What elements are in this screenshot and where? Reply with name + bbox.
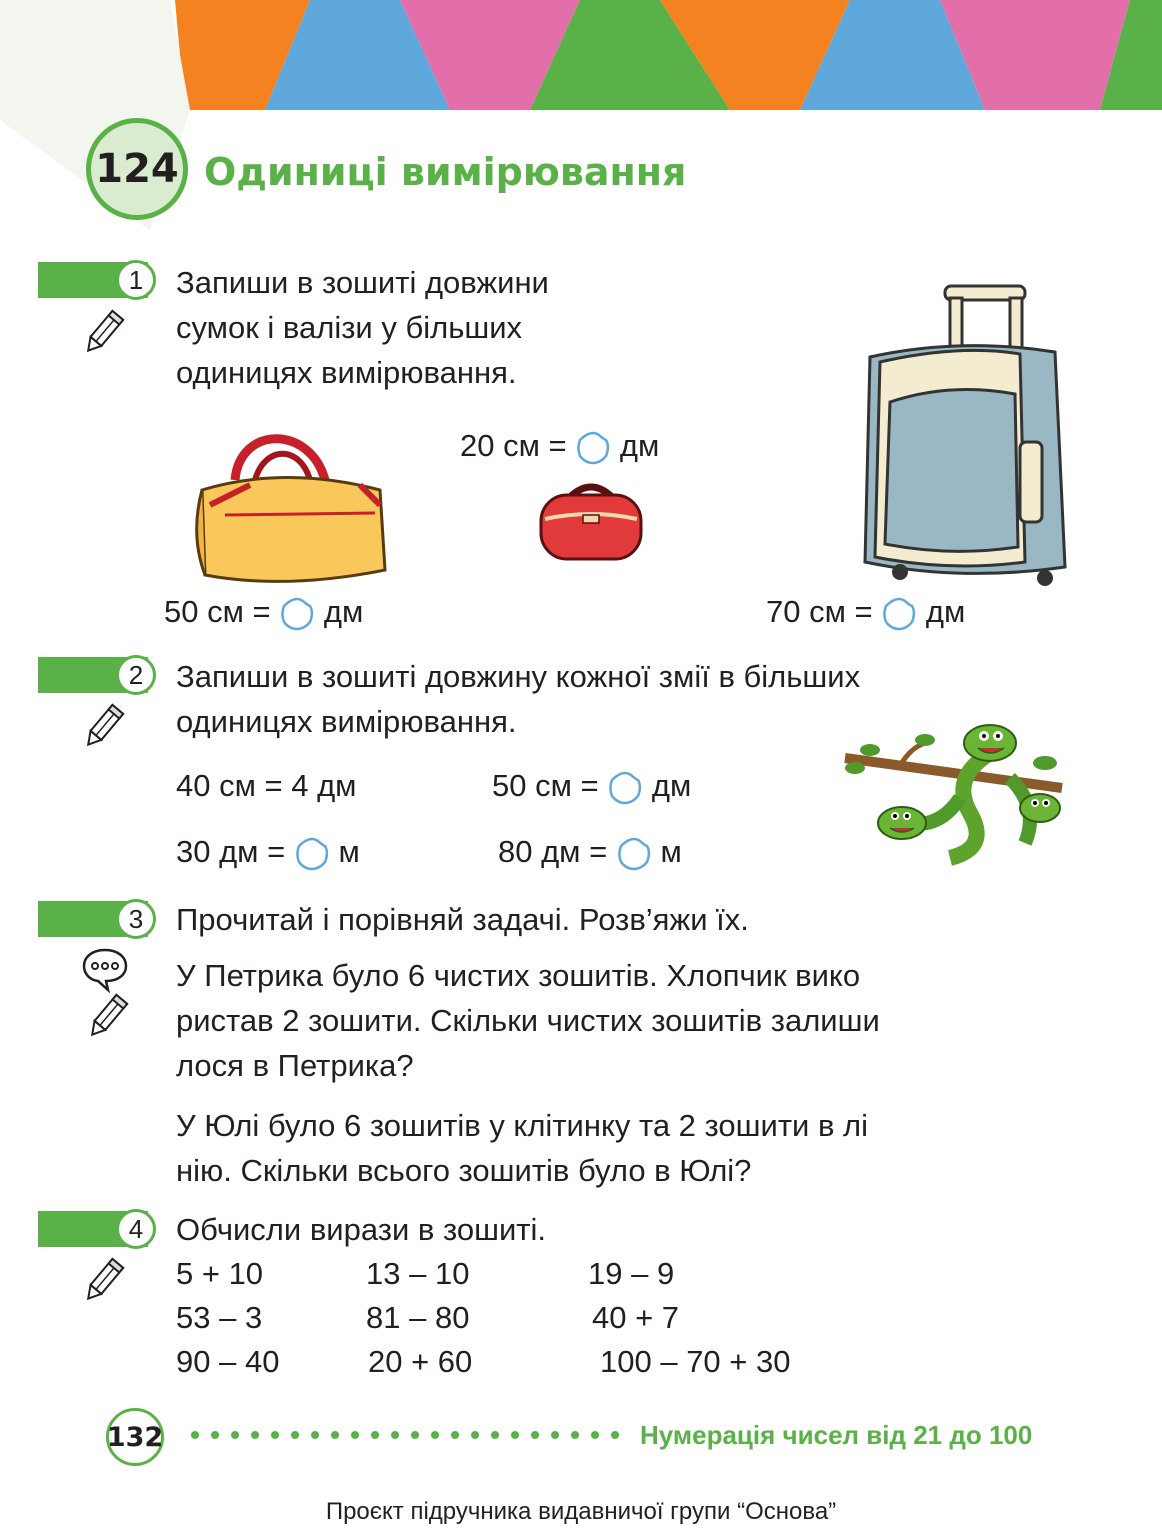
task-3-problem-1-line-3: лося в Петрика? <box>176 1048 414 1083</box>
task-2-eq-4 <box>498 832 682 872</box>
blank-answer-icon <box>279 596 315 632</box>
expr-3-1: 90 – 40 <box>176 1344 280 1379</box>
expr-3-2: 20 + 60 <box>368 1344 473 1379</box>
task-2-line-2: одиницях вимірювання. <box>176 704 517 739</box>
task-1-line-2: сумок і валізи у більших <box>176 310 523 345</box>
speech-bubble-icon <box>80 944 130 994</box>
task-3-problem-2-line-2: нію. Скільки всього зошитів було в Юлі? <box>176 1153 752 1188</box>
task-4-number: 4 <box>116 1209 156 1249</box>
snakes-on-branch-image <box>840 718 1065 868</box>
task-2-eq-3-left: 30 дм = <box>176 834 286 869</box>
suitcase-equation-left: 70 см = <box>766 594 873 629</box>
expr-2-1: 53 – 3 <box>176 1300 263 1335</box>
task-3-number: 3 <box>116 899 156 939</box>
pencil-icon <box>78 308 128 358</box>
case-equation-left: 20 см = <box>460 428 567 463</box>
task-1-line-1: Запиши в зошиті довжини <box>176 265 549 300</box>
section-title: Нумерація чисел від 21 до 100 <box>640 1420 1033 1450</box>
task-3-intro: Прочитай і порівняй задачі. Розв’яжи їх. <box>176 902 749 937</box>
dotted-leader <box>190 1424 620 1446</box>
lesson-number: 124 <box>86 118 188 220</box>
task-2-eq-2-right: дм <box>651 768 692 803</box>
bag-equation <box>164 592 363 632</box>
expr-3-3: 100 – 70 + 30 <box>600 1344 791 1379</box>
lesson-title: Одиниці вимірювання <box>204 150 687 194</box>
task-2-eq-4-right: м <box>660 834 682 869</box>
suitcase-equation <box>766 592 965 632</box>
case-equation-right: дм <box>619 428 660 463</box>
task-2-eq-3 <box>176 832 360 872</box>
task-2-line-1: Запиши в зошиті довжину кожної змії в більших <box>176 659 861 694</box>
task-1-number: 1 <box>116 260 156 300</box>
publisher-credit: Проєкт підручника видавничої групи “Основа” <box>325 1498 837 1525</box>
blank-answer-icon <box>575 430 611 466</box>
task-2-eq-2-left: 50 см = <box>492 768 599 803</box>
task-1-line-3: одиницях вимірювання. <box>176 355 517 390</box>
pencil-icon <box>82 992 132 1042</box>
suitcase-image <box>850 282 1070 592</box>
blank-answer-icon <box>294 836 330 872</box>
case-equation <box>460 426 659 466</box>
task-2-eq-2 <box>492 766 691 806</box>
expr-1-3: 19 – 9 <box>588 1256 675 1291</box>
expr-2-3: 40 + 7 <box>592 1300 680 1335</box>
task-2-number: 2 <box>116 655 156 695</box>
blank-answer-icon <box>607 770 643 806</box>
expr-1-2: 13 – 10 <box>366 1256 470 1291</box>
bag-equation-right: дм <box>323 594 364 629</box>
pencil-icon <box>78 702 128 752</box>
page-number: 132 <box>106 1408 164 1466</box>
blank-answer-icon <box>881 596 917 632</box>
duffel-bag-image <box>180 425 390 590</box>
expr-2-2: 81 – 80 <box>366 1300 470 1335</box>
vanity-case-image <box>535 475 647 565</box>
task-3-problem-1-line-1: У Петрика було 6 чистих зошитів. Хлопчик вико <box>176 958 861 993</box>
task-3-problem-2-line-1: У Юлі було 6 зошитів у клітинку та 2 зошити в лі <box>176 1108 869 1143</box>
bag-equation-left: 50 см = <box>164 594 271 629</box>
pencil-icon <box>78 1256 128 1306</box>
task-2-eq-4-left: 80 дм = <box>498 834 608 869</box>
task-3-problem-1-line-2: ристав 2 зошити. Скільки чистих зошитів залиши <box>176 1003 880 1038</box>
expr-1-1: 5 + 10 <box>176 1256 264 1291</box>
task-2-eq-1: 40 см = 4 дм <box>176 768 357 803</box>
task-4-intro: Обчисли вирази в зошиті. <box>176 1212 546 1247</box>
blank-answer-icon <box>616 836 652 872</box>
task-2-eq-3-right: м <box>338 834 360 869</box>
suitcase-equation-right: дм <box>925 594 966 629</box>
